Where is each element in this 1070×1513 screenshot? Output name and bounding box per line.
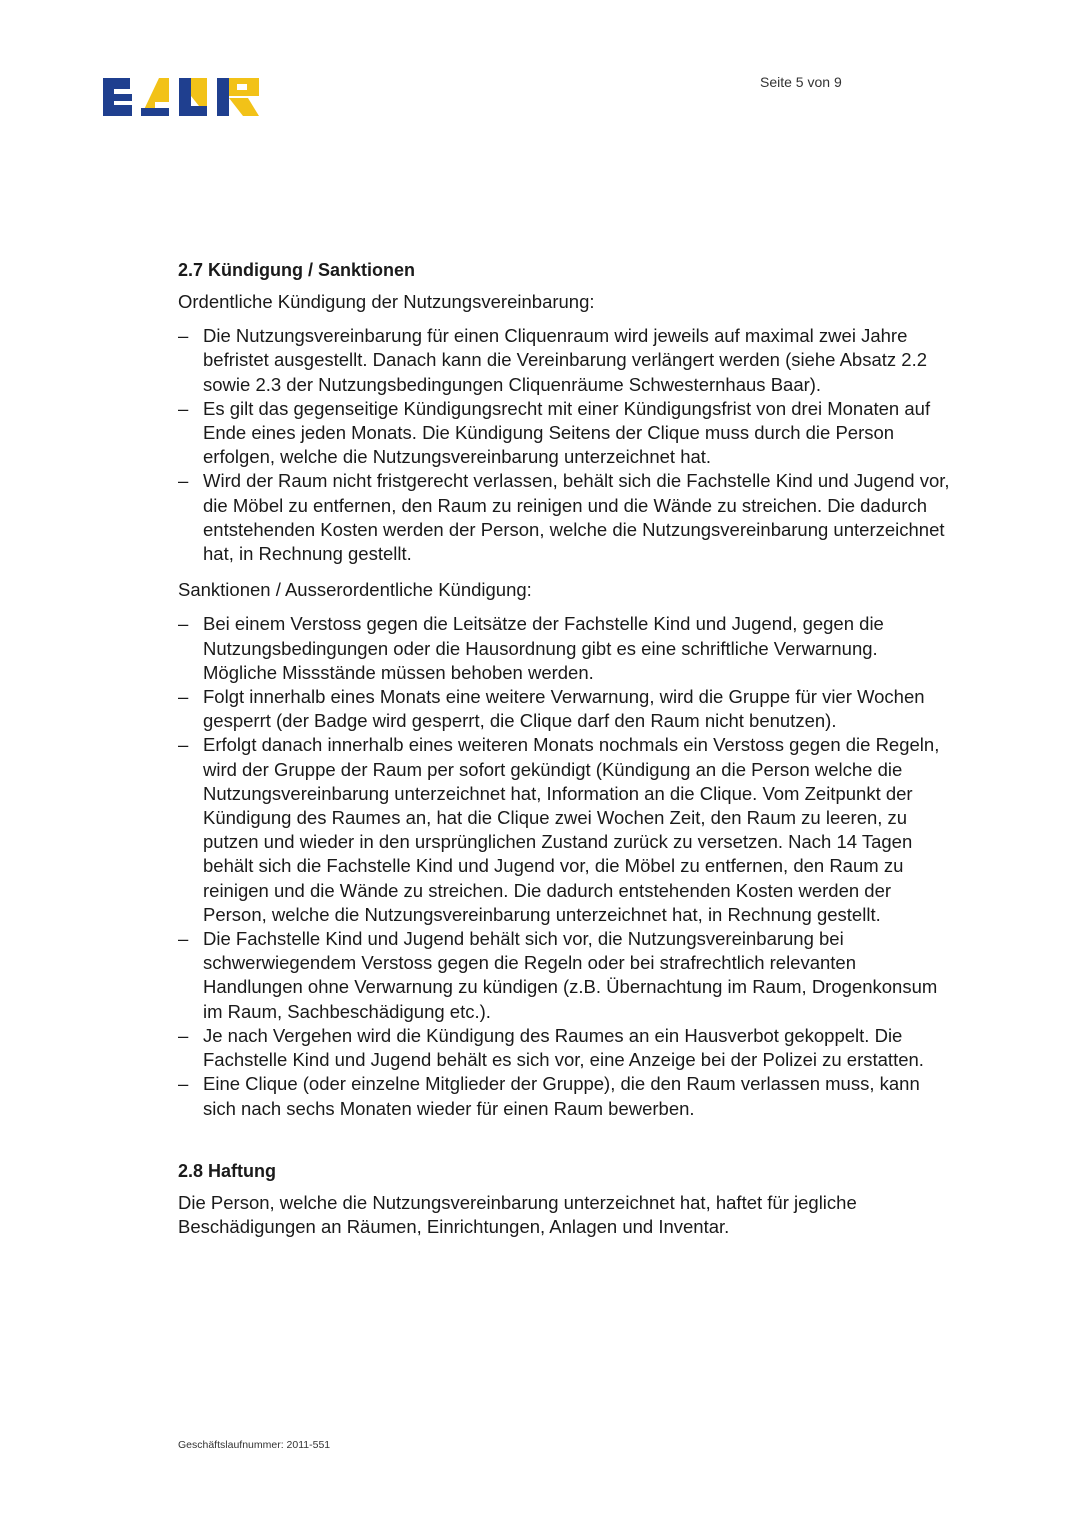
list-item: – Je nach Vergehen wird die Kündigung des Raumes an ein Hausverbot gekoppelt. Die Fachstelle Kind und Jugend behält es sich vor, eine Anzeige bei der Polizei zu erstatten. — [178, 1024, 953, 1072]
logo-letter-r — [217, 78, 259, 116]
list-item: – Eine Clique (oder einzelne Mitglieder der Gruppe), die den Raum verlassen muss, kann sich nach sechs Monaten wieder für einen Raum bewerben. — [178, 1072, 953, 1120]
document-body — [178, 258, 953, 1249]
section-haftung — [178, 1159, 953, 1239]
logo-letter-b — [103, 78, 132, 116]
section-kuendigung — [178, 258, 953, 1121]
baar-logo — [103, 78, 259, 116]
list-item: – Die Fachstelle Kind und Jugend behält sich vor, die Nutzungsvereinbarung bei schwerwiegendem Verstoss gegen die Regeln oder bei strafrechtlich relevanten Handlungen ohne Verwarnung zu kündigen (z.B. Übernachtung im Raum, Drogenkonsum im Raum, Sachbeschädigung etc.). — [178, 927, 953, 1024]
sanctions-intro: Sanktionen / Ausserordentliche Kündigung: — [178, 579, 532, 601]
list-item: – Es gilt das gegenseitige Kündigungsrecht mit einer Kündigungsfrist von drei Monaten auf Ende eines jeden Monats. Die Kündigung Seitens der Clique muss durch die Person erfolgen, welche die Nutzungsvereinbarung unterzeichnet hat. — [178, 397, 953, 470]
ordinary-termination-intro: Ordentliche Kündigung der Nutzungsvereinbarung: — [178, 291, 595, 312]
footer-reference: Geschäftslaufnummer: 2011-551 — [178, 1439, 331, 1451]
section-heading: 2.7 Kündigung / Sanktionen — [178, 260, 416, 280]
logo-letter-a1 — [141, 78, 169, 116]
ordinary-termination-list — [178, 324, 953, 566]
page-number: Seite 5 von 9 — [760, 74, 842, 90]
sanctions-list — [178, 612, 953, 1120]
logo-letter-a2 — [179, 78, 207, 116]
list-item: – Erfolgt danach innerhalb eines weiteren Monats nochmals ein Verstoss gegen die Regeln, wird der Gruppe der Raum per sofort gekündigt (Kündigung an die Person welche die Nutzungsvereinbarung unterzeichnet hat, Information an die Clique. Vom Zeitpunkt der Kündigung des Raumes an, hat die Clique zwei Wochen Zeit, den Raum zu leeren, zu putzen und wieder in den ursprünglichen Zustand zurück zu versetzen. Nach 14 Tagen behält sich die Fachstelle Kind und Jugend vor, die Möbel zu entfernen, den Raum zu reinigen und die Wände zu streichen. Die dadurch entstehenden Kosten werden der Person, welche die Nutzungsvereinbarung unterzeichnet hat, in Rechnung gestellt. — [178, 733, 953, 927]
list-item: – Wird der Raum nicht fristgerecht verlassen, behält sich die Fachstelle Kind und Jugend vor, die Möbel zu entfernen, den Raum zu reinigen und die Wände zu streichen. Die dadurch entstehenden Kosten werden der Person, welche die Nutzungsvereinbarung unterzeichnet hat, in Rechnung gestellt. — [178, 469, 953, 566]
list-item: – Die Nutzungsvereinbarung für einen Cliquenraum wird jeweils auf maximal zwei Jahre befristet ausgestellt. Danach kann die Vereinbarung verlängert werden (siehe Absatz 2.2 sowie 2.3 der Nutzungsbedingungen Cliquenräume Schwesternhaus Baar). — [178, 324, 953, 397]
list-item: – Bei einem Verstoss gegen die Leitsätze der Fachstelle Kind und Jugend, gegen die Nutzungsbedingungen oder die Hausordnung gibt es eine schriftliche Verwarnung. Mögliche Missstände müssen behoben werden. — [178, 612, 953, 685]
section-heading: 2.8 Haftung — [178, 1160, 277, 1181]
liability-text: Die Person, welche die Nutzungsvereinbarung unterzeichnet hat, haftet für jegliche Beschädigungen an Räumen, Einrichtungen, Anlagen und Inventar. — [178, 1191, 857, 1237]
list-item: – Folgt innerhalb eines Monats eine weitere Verwarnung, wird die Gruppe für vier Wochen gesperrt (der Badge wird gesperrt, die Clique darf den Raum nicht benutzen). — [178, 685, 953, 733]
